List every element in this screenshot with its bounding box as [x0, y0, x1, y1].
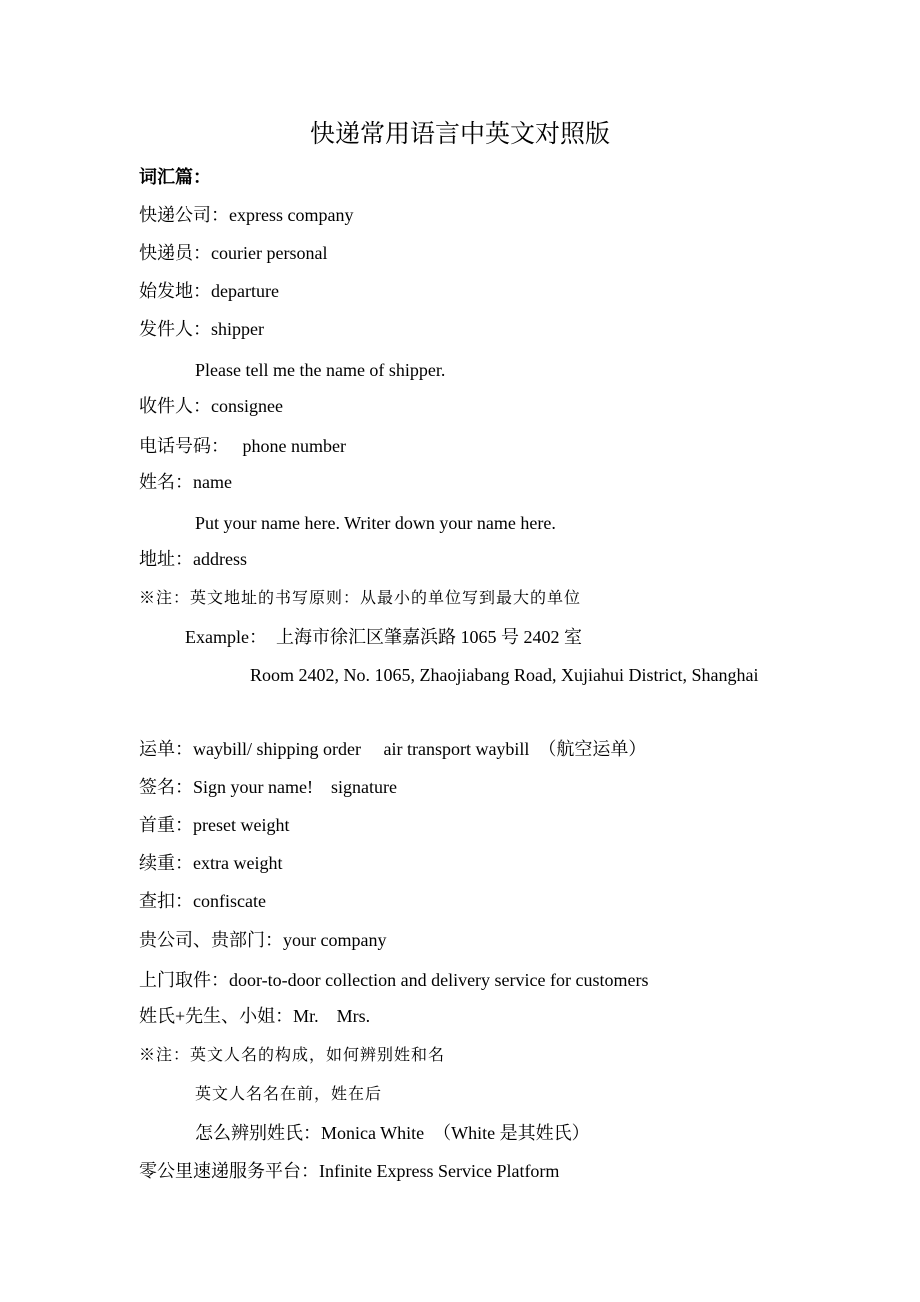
note-name-structure: ※注：英文人名的构成，如何辨别姓和名 — [139, 1047, 446, 1064]
entry-courier: 快递员：courier personal — [139, 243, 328, 263]
section-heading: 词汇篇： — [139, 167, 211, 187]
entry-express-company: 快递公司：express company — [139, 205, 354, 225]
entry-name: 姓名：name — [139, 472, 232, 492]
entry-departure: 始发地：departure — [139, 281, 279, 301]
example-surname: 怎么辨别姓氏：Monica White （White 是其姓氏） — [195, 1123, 590, 1143]
entry-confiscate: 查扣：confiscate — [139, 891, 266, 911]
entry-consignee: 收件人：consignee — [139, 396, 283, 416]
note-address: ※注：英文地址的书写原则：从最小的单位写到最大的单位 — [139, 590, 582, 607]
entry-shipper: 发件人：shipper — [139, 319, 264, 339]
example-shipper: Please tell me the name of shipper. — [195, 360, 446, 380]
entry-extra-weight: 续重：extra weight — [139, 853, 283, 873]
example-address-en: Room 2402, No. 1065, Zhaojiabang Road, Xujiahui District, Shanghai — [250, 665, 759, 685]
entry-phone: 电话号码： phone number — [139, 436, 346, 456]
entry-door-to-door: 上门取件：door-to-door collection and delivery service for customers — [139, 970, 649, 990]
entry-platform: 零公里速递服务平台：Infinite Express Service Platform — [139, 1161, 560, 1181]
entry-preset-weight: 首重：preset weight — [139, 815, 290, 835]
entry-waybill: 运单：waybill/ shipping order air transport waybill （航空运单） — [139, 739, 647, 759]
entry-sign: 签名：Sign your name! signature — [139, 777, 397, 797]
example-name: Put your name here. Writer down your name here. — [195, 513, 556, 533]
example-address-cn: Example： 上海市徐汇区肇嘉浜路 1065 号 2402 室 — [185, 627, 582, 647]
entry-your-company: 贵公司、贵部门：your company — [139, 930, 387, 950]
note-name-order: 英文人名名在前，姓在后 — [195, 1086, 383, 1103]
entry-address: 地址：address — [139, 549, 247, 569]
document-title: 快递常用语言中英文对照版 — [309, 119, 610, 148]
entry-mr-mrs: 姓氏+先生、小姐：Mr. Mrs. — [139, 1006, 371, 1026]
